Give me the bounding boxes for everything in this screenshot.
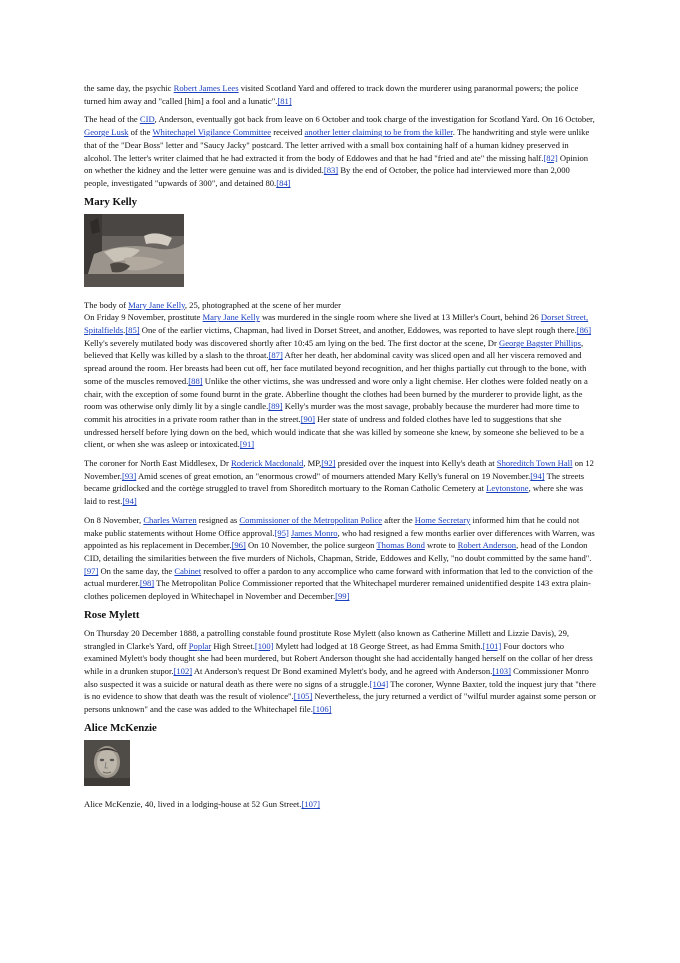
- citation-96[interactable]: [96]: [231, 540, 246, 551]
- citation-107[interactable]: [107]: [301, 798, 321, 809]
- citation-89[interactable]: [89]: [268, 401, 283, 412]
- link-dorset-street[interactable]: Dorset Street, Spitalfields: [84, 312, 589, 336]
- text: Mylett had lodged at 18 George Street, as had Emma Smith.: [273, 640, 483, 651]
- citation-105[interactable]: [105]: [293, 691, 313, 702]
- text: , MP,: [303, 458, 322, 469]
- link-robert-james-lees[interactable]: Robert James Lees: [173, 83, 239, 93]
- citation-103[interactable]: [103]: [492, 665, 511, 676]
- paragraph-lusk-letter: [84, 113, 596, 189]
- link-shoreditch-town-hall[interactable]: Shoreditch Town Hall: [496, 458, 573, 469]
- text: resigned as: [196, 514, 240, 525]
- text: Amid scenes of great emotion, an "enormous crowd" of mourners attended Mary Kelly's funeral on 19 November.: [136, 470, 531, 481]
- citation-87[interactable]: [87]: [268, 350, 283, 361]
- text: On 10 November, the police surgeon: [245, 540, 377, 551]
- citation-101[interactable]: [101]: [482, 640, 502, 651]
- text: , Anderson, eventually got back from leave on 6 October and took charge of the investigation for Scotland Yard. On 16 October,: [154, 114, 595, 125]
- link-roderick-macdonald[interactable]: Roderick Macdonald: [231, 458, 304, 469]
- text: informed him that he could not make public statements without Home Office approval.: [84, 514, 580, 538]
- paragraph-kelly-murder: [84, 311, 596, 451]
- photo-mary-kelly-scene[interactable]: [84, 214, 184, 287]
- link-poplar[interactable]: Poplar: [188, 640, 212, 651]
- text: The streets became gridlocked and the cortège struggled to travel from Shoreditch mortuary to the Roman Catholic Cemetery at: [84, 470, 585, 494]
- citation-85[interactable]: [85]: [125, 325, 140, 336]
- citation-102[interactable]: [102]: [173, 665, 193, 676]
- citation-97[interactable]: [97]: [84, 565, 99, 576]
- text: , where she was laid to rest.: [84, 483, 584, 507]
- text: .: [123, 325, 126, 336]
- citation-91[interactable]: [91]: [239, 439, 255, 450]
- text: , who had resigned a few months earlier over differences with Warren, was appointed as his replacement in December.: [84, 527, 595, 551]
- photo-alice-mckenzie[interactable]: [84, 740, 130, 786]
- link-george-bagster-phillips[interactable]: George Bagster Phillips: [498, 337, 581, 348]
- citation-94[interactable]: [94]: [122, 496, 137, 507]
- photo-image: [84, 214, 184, 287]
- text: , believed that Kelly was killed by a slash to the throat.: [84, 337, 584, 361]
- text: wrote to: [424, 540, 458, 551]
- citation-94[interactable]: [94]: [530, 470, 545, 481]
- text: Commissioner Monro also suspected it was a suicide or natural death as there were no signs of a struggle.: [84, 665, 589, 689]
- citation-84[interactable]: [84]: [276, 177, 291, 188]
- link-george-lusk[interactable]: George Lusk: [84, 127, 129, 138]
- link-charles-warren[interactable]: Charles Warren: [143, 514, 197, 525]
- citation-99[interactable]: [99]: [335, 591, 350, 602]
- link-thomas-bond[interactable]: Thomas Bond: [376, 540, 425, 551]
- link-mary-jane-kelly[interactable]: Mary Jane Kelly: [128, 299, 185, 310]
- text: On Friday 9 November, prostitute: [84, 312, 203, 323]
- heading-rose-mylett: Rose Mylett: [84, 608, 140, 621]
- text: The body of: [84, 299, 129, 310]
- text: After her death, her abdominal cavity was sliced open and all her viscera removed and spread around the room. Her breasts had been cut off, her face mutilated beyond recognition, and her thighs partially cut through to the bone, with some of the muscles removed.: [84, 350, 587, 386]
- citation-86[interactable]: [86]: [576, 325, 592, 336]
- paragraph-lees: [84, 82, 596, 107]
- citation-81[interactable]: [81]: [277, 95, 292, 106]
- link-mary-jane-kelly[interactable]: Mary Jane Kelly: [202, 312, 260, 323]
- paragraph-kelly-inquest: [84, 457, 596, 508]
- link-whitechapel-vigilance-committee[interactable]: Whitechapel Vigilance Committee: [152, 127, 272, 138]
- citation-100[interactable]: [100]: [254, 640, 274, 651]
- text: visited Scotland Yard and offered to track down the murderer using paranormal powers; the police turned him away and "called [him] a fool and a lunatic".: [84, 83, 579, 106]
- text: The Metropolitan Police Commissioner reported that the Whitechapel murderer remained unidentified despite 143 extra plain-clothes policemen deployed in Whitechapel in November and December.: [84, 578, 591, 602]
- text: Nevertheless, the jury returned a verdict of "wilful murder against some person or persons unknown" and the case was added to the Whitechapel file.: [84, 691, 596, 715]
- link-cid[interactable]: CID: [139, 114, 155, 125]
- text: On Thursday 20 December 1888, a patrolling constable found prostitute Rose Mylett (also known as Catherine Millett and Lizzie Davis), 29, strangled in Clarke's Yard, off: [84, 627, 570, 651]
- text: Kelly's murder was the most savage, probably because the murderer had more time to commit his atrocities in a private room rather than in the street.: [84, 401, 580, 424]
- text: Kelly's severely mutilated body was discovered shortly after 10:45 am lying on the bed. The first doctor at the scene, Dr: [84, 337, 499, 348]
- paragraph-alice-mckenzie: [84, 798, 596, 811]
- text: Four doctors who examined Mylett's body thought she had been murdered, but Robert Anderson thought she had accidentally hanged herself on the collar of her dress while in a drunken stupor.: [84, 640, 593, 676]
- text: the same day, the psychic: [84, 83, 174, 93]
- text: after the: [382, 514, 415, 525]
- text: On the same day, the: [98, 565, 175, 576]
- text: Her state of undress and folded clothes have led to suggestions that she undressed herself before lying down on the bed, which would indicate that she was killed by someone she knew, by someone she believed to be a client, or when she was asleep or intoxicated.: [84, 413, 584, 450]
- heading-mary-kelly: Mary Kelly: [84, 195, 138, 208]
- link-commissioner-metropolitan-police[interactable]: Commissioner of the Metropolitan Police: [239, 514, 383, 525]
- paragraph-rose-mylett: [84, 627, 596, 716]
- text: of the: [128, 127, 153, 138]
- citation-93[interactable]: [93]: [121, 470, 137, 481]
- text: Unlike the other victims, she was undressed and wore only a light chemise. Her clothes were folded neatly on a chair, with the exception of some found burnt in the grate. Abberline thought the clothes had been burned by the murderer to provide light, as the room was otherwise only dimly lit by a single candle.: [84, 375, 588, 412]
- text: By the end of October, the police had interviewed more than 2,000 people, investigated "upwards of 300", and detained 80.: [84, 165, 570, 188]
- text: received: [271, 127, 305, 138]
- link-leytonstone[interactable]: Leytonstone: [486, 483, 529, 494]
- text: was murdered in the single room where she lived at 13 Miller's Court, behind 26: [259, 312, 541, 323]
- paragraph-warren-resignation: [84, 514, 596, 603]
- text: Opinion on whether the kidney and the letter were genuine was and is divided.: [84, 152, 589, 176]
- text: On 8 November,: [84, 514, 144, 525]
- portrait-image: [84, 740, 130, 786]
- citation-90[interactable]: [90]: [300, 413, 316, 424]
- text: , 25, photographed at the scene of her murder: [184, 299, 341, 310]
- link-home-secretary[interactable]: Home Secretary: [414, 514, 471, 525]
- text: on 12 November.: [84, 458, 594, 481]
- text: The coroner, Wynne Baxter, told the inquest jury that "there is no evidence to show that death was the result of violence".: [84, 678, 596, 702]
- citation-106[interactable]: [106]: [312, 704, 332, 715]
- citation-88[interactable]: [88]: [188, 375, 203, 386]
- text: resolved to offer a pardon to any accomplice who came forward with information that led to the conviction of the actual murderer.: [84, 565, 593, 589]
- citation-98[interactable]: [98]: [139, 578, 155, 589]
- link-from-hell-letter[interactable]: another letter claiming to be from the killer: [304, 127, 453, 138]
- heading-alice-mckenzie: Alice McKenzie: [84, 721, 157, 734]
- citation-82[interactable]: [82]: [543, 152, 558, 163]
- citation-95[interactable]: [95]: [274, 527, 289, 538]
- text: , head of the London CID, detailing the similarities between the five murders of Nichols, Chapman, Stride, Eddowes and Kelly, "no doubt committed by the same hand".: [84, 540, 592, 563]
- link-cabinet[interactable]: Cabinet: [174, 565, 202, 576]
- figure-caption-kelly: [84, 299, 596, 312]
- link-james-monro[interactable]: James Monro: [291, 527, 338, 538]
- text: One of the earlier victims, Chapman, had lived in Dorset Street, and another, Eddowes, was reported to have slept rough there.: [139, 325, 577, 336]
- citation-104[interactable]: [104]: [369, 678, 389, 689]
- text: The coroner for North East Middlesex, Dr: [84, 458, 232, 469]
- text: At Anderson's request Dr Bond examined Mylett's body, and he agreed with Anderson.: [192, 665, 493, 676]
- citation-83[interactable]: [83]: [323, 165, 339, 176]
- text: presided over the inquest into Kelly's death at: [335, 458, 497, 469]
- text: High Street.: [211, 640, 255, 651]
- text: . The handwriting and style were unlike that of the "Dear Boss" letter and "Saucy Jacky" postcard. The letter arrived with a small box containing half of a human kidney preserved in alcohol. The letter's writer claimed that he had extracted it from the body of Eddowes and that he had "fried and ate" the missing half.: [84, 127, 590, 163]
- link-robert-anderson[interactable]: Robert Anderson: [457, 540, 517, 551]
- citation-92[interactable]: [92]: [321, 458, 336, 469]
- text: The head of the: [84, 114, 140, 125]
- text: Alice McKenzie, 40, lived in a lodging-house at 52 Gun Street.: [84, 798, 302, 809]
